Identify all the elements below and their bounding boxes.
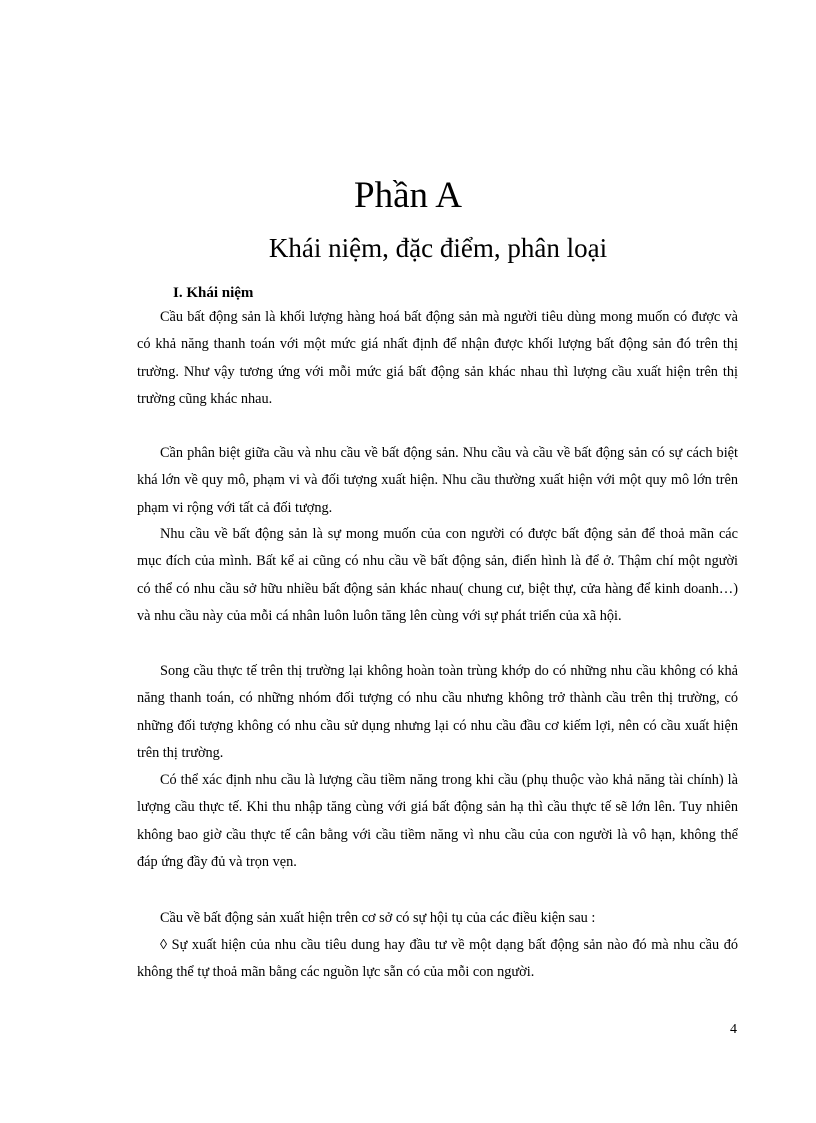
- paragraph-condition-item: ◊ Sự xuất hiện của nhu cầu tiêu dung hay đầu tư về một dạng bất động sản nào đó mà nhu cầu đó không thể tự thoả mãn bằng các nguồn lực sẵn có của mỗi con người.: [137, 937, 738, 981]
- paragraph-actual-demand: Song cầu thực tế trên thị trường lại không hoàn toàn trùng khớp do có những nhu cầu không có khả năng thanh toán, có những nhóm đối tượng có nhu cầu nhưng không trở thành cầu trên thị trường, có những đối tượng không có nhu cầu sử dụng nhưng lại có nhu cầu đầu cơ kiếm lợi, nên có cầu xuất hiện trên thị trường.: [137, 663, 738, 761]
- paragraph-definition: Cầu bất động sản là khối lượng hàng hoá bất động sản mà người tiêu dùng mong muốn có được và có khả năng thanh toán với một mức giá nhất định để nhận được khối lượng bất động sản đó trên thị trường. Như vậy tương ứng với mỗi mức giá bất động sản khác nhau thì lượng cầu xuất hiện trên thị trường cũng khác nhau.: [137, 309, 738, 407]
- chapter-subtitle: Khái niệm, đặc điểm, phân loại: [268, 233, 608, 263]
- page-number: 4: [730, 1022, 737, 1037]
- paragraph-potential-demand: Có thể xác định nhu cầu là lượng cầu tiềm năng trong khi cầu (phụ thuộc vào khả năng tài chính) là lượng cầu thực tế. Khi thu nhập tăng cùng với giá bất động sản hạ thì cầu thực tế sẽ lớn lên. Tuy nhiên không bao giờ cầu thực tế cân bằng với cầu tiềm năng vì nhu cầu của con người là vô hạn, không thể đáp ứng đầy đủ và trọn vẹn.: [137, 772, 738, 870]
- section-heading: I. Khái niệm: [173, 285, 254, 301]
- paragraph-needs: Nhu cầu về bất động sản là sự mong muốn của con người có được bất động sản để thoả mãn các mục đích của mình. Bất kể ai cũng có nhu cầu về bất động sản, điển hình là để ở. Thậm chí một người có thể có nhu cầu sở hữu nhiều bất động sản khác nhau( chung cư, biệt thự, cửa hàng để kinh doanh…) và nhu cầu này của mỗi cá nhân luôn luôn tăng lên cùng với sự phát triển của xã hội.: [137, 526, 738, 624]
- part-title: Phần A: [354, 175, 462, 216]
- paragraph-distinction: Cần phân biệt giữa cầu và nhu cầu về bất động sản. Nhu cầu và cầu về bất động sản có sự cách biệt khá lớn về quy mô, phạm vi và đối tượng xuất hiện. Nhu cầu thường xuất hiện với một quy mô lớn trên phạm vi rộng với tất cả đối tượng.: [137, 445, 738, 516]
- paragraph-conditions: Cầu về bất động sản xuất hiện trên cơ sở có sự hội tụ của các điều kiện sau :: [160, 910, 596, 926]
